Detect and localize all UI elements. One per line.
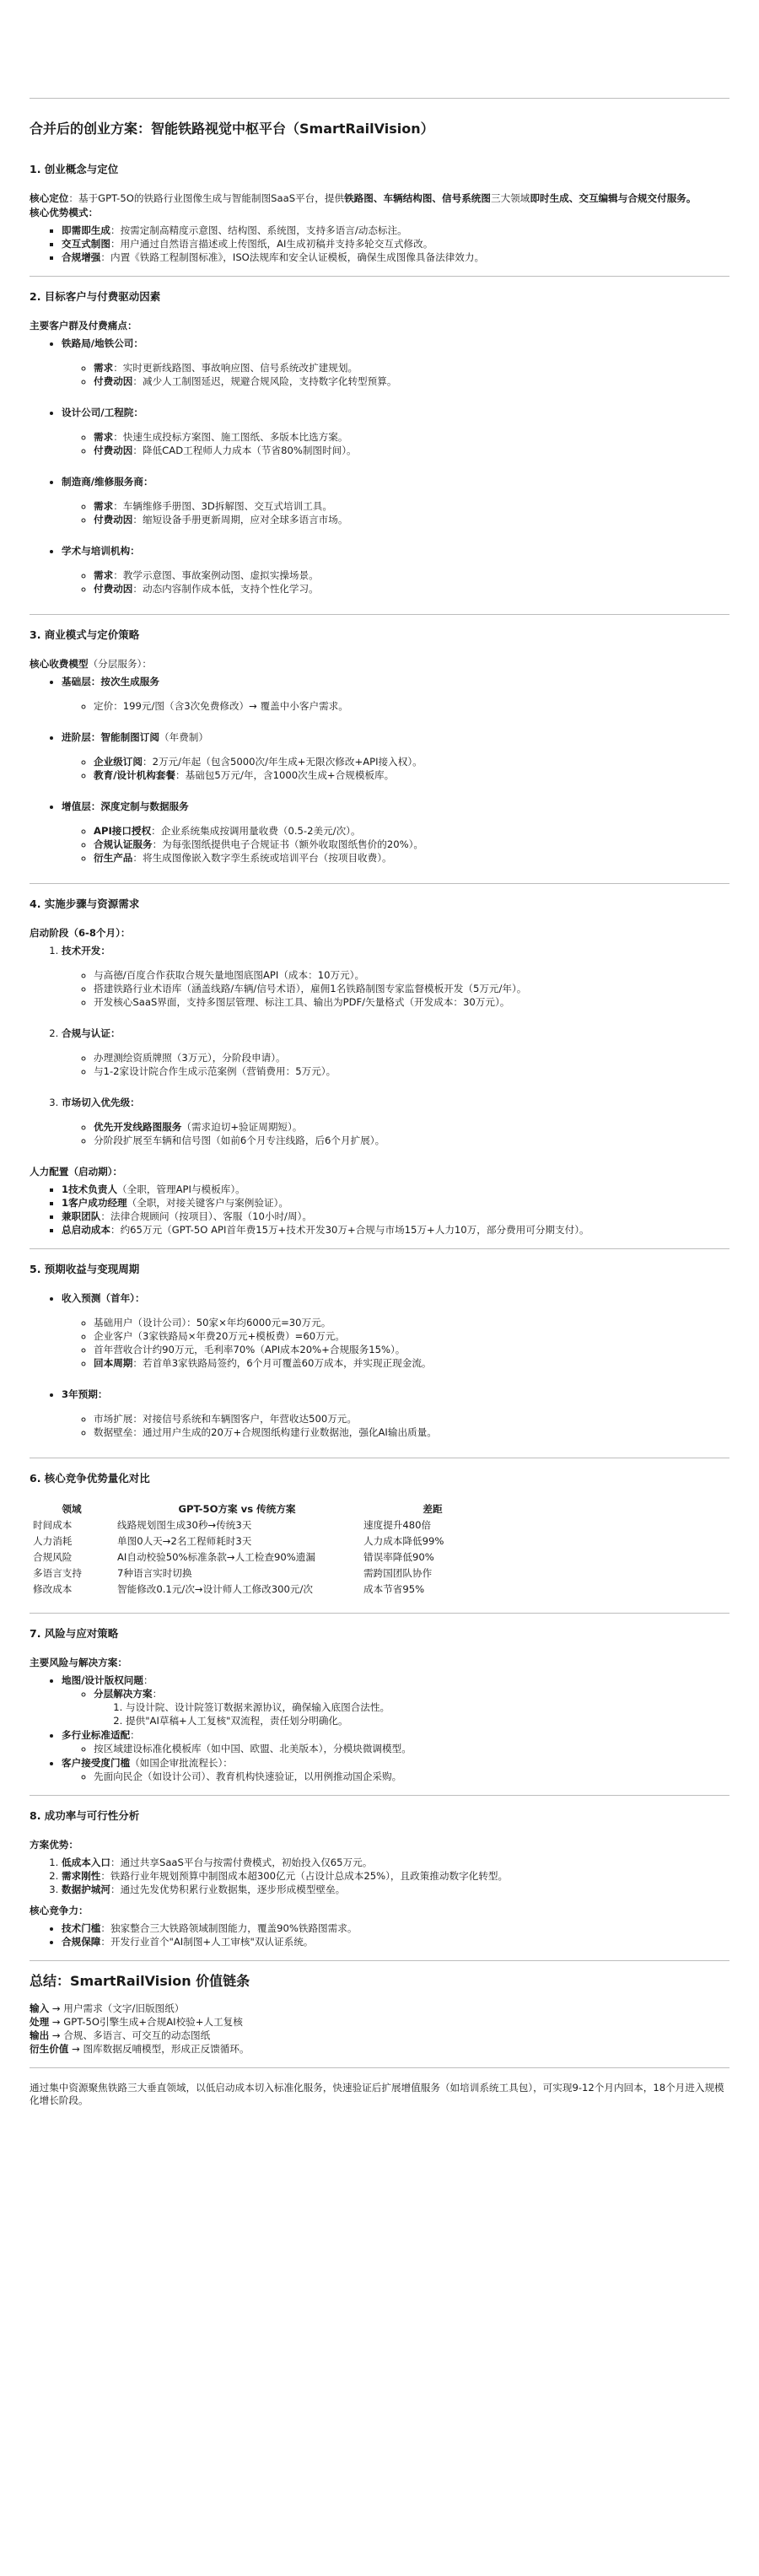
divider [30, 1960, 729, 1961]
list-item: 2. 合规与认证： ◦ 办理测绘资质牌照（3万元），分阶段申请）。 ◦ 与1-2家设计院合作生成示范案例（营销费用：5万元）。 [62, 1027, 729, 1078]
list-item: ▪ 1技术负责人（全职，管理API与模板库）。 [62, 1183, 729, 1196]
advantage-list [30, 1857, 729, 1896]
divider [30, 883, 729, 884]
sub-heading: 核心竞争力： [30, 1905, 89, 1916]
positioning: 核心定位：基于GPT-5O的铁路行业图像生成与智能制图SaaS平台，提供铁路图、车辆结构图、信号系统图三大领域即时生成、交互编辑与合规交付服务。 [30, 192, 697, 204]
list-item: ▪ 总启动成本：约65万元（GPT-5O API首年费15万+技术开发30万+合规与市场15万+人力10万，部分费用可分期支付）。 [62, 1224, 729, 1237]
divider [30, 1795, 729, 1796]
list-item: • 设计公司/工程院： ◦ 需求：快速生成投标方案图、施工图纸、多版本比选方案。 ◦ 付费动因：降低CAD工程师人力成本（节省80%制图时间）。 [62, 407, 729, 457]
section-heading: 4. 实施步骤与资源需求 [30, 897, 140, 910]
pricing-list [30, 676, 729, 865]
table-header: 差距 [423, 1503, 443, 1515]
divider [30, 98, 729, 99]
divider [30, 2067, 729, 2068]
list-item: 2. 需求刚性：铁路行业年规划预算中制图成本超300亿元（占设计总成本25%），且政策推动数字化转型。 [62, 1870, 729, 1883]
list-item: • 铁路局/地铁公司： ◦ 需求：实时更新线路图、事故响应图、信号系统改扩建规划。 ◦ 付费动因：减少人工制图延迟，规避合规风险，支持数字化转型预算。 [62, 337, 729, 388]
document [30, 0, 729, 2107]
section-3 [30, 628, 729, 865]
revenue-list [30, 1292, 729, 1439]
summary [30, 1975, 729, 2056]
divider [30, 1613, 729, 1614]
summary-title: 总结：SmartRailVision 价值链条 [30, 1973, 250, 1989]
section-heading: 8. 成功率与可行性分析 [30, 1809, 140, 1822]
divider [30, 614, 729, 615]
section-heading: 1. 创业概念与定位 [30, 163, 119, 175]
section-5 [30, 1263, 729, 1439]
list-item: • 3年预期： ◦ 市场扩展：对接信号系统和车辆图客户，年营收达500万元。 ◦ 数据壁垒：通过用户生成的20万+合规图纸构建行业数据池，强化AI输出质量。 [62, 1388, 729, 1439]
list-item: • 学术与培训机构： ◦ 需求：教学示意图、事故案例动图、虚拟实操场景。 ◦ 付费动因：动态内容制作成本低，支持个性化学习。 [62, 545, 729, 595]
list-item: 1. 低成本入口：通过共享SaaS平台与按需付费模式，初始投入仅65万元。 [62, 1857, 729, 1869]
list-item: • 合规保障：开发行业首个"AI制图+人工审核"双认证系统。 [62, 1936, 729, 1948]
list-item: 3. 数据护城河：通过先发优势积累行业数据集，逐步形成模型壁垒。 [62, 1883, 729, 1896]
chain-item: 衍生价值 → 图库数据反哺模型，形成正反馈循环。 [30, 2043, 250, 2055]
advantage-list [30, 224, 729, 264]
chain-item: 处理 → GPT-5O引擎生成+合规AI校验+人工复核 [30, 2016, 243, 2028]
value-chain [30, 2002, 729, 2056]
list-item: • 客户接受度门槛（如国企审批流程长）： ◦ 先面向民企（如设计公司）、教育机构快速验证，以用例推动国企采购。 [62, 1757, 729, 1783]
staff-list [30, 1183, 729, 1237]
sub-heading: 方案优势： [30, 1839, 78, 1851]
chain-item: 输入 → 用户需求（文字/旧版图纸） [30, 2002, 185, 2014]
section-6 [30, 1472, 729, 1598]
list-item: • 基础层：按次生成服务 ◦ 定价：199元/图（含3次免费修改）→ 覆盖中小客户需求。 [62, 676, 729, 713]
table-header: 领域 [62, 1503, 82, 1515]
table-row: 人力消耗 单图0人天→2名工程师耗时3天 人力成本降低99% [33, 1535, 444, 1547]
chain-item: 输出 → 合规、多语言、可交互的动态图纸 [30, 2029, 211, 2041]
table-row: 合规风险 AI自动校验50%标准条款→人工检查90%遗漏 错误率降低90% [33, 1551, 434, 1563]
section-7 [30, 1627, 729, 1783]
list-item: ▪ 1客户成功经理（全职，对接关键客户与案例验证）。 [62, 1197, 729, 1210]
list-item: ▪ 交互式制图：用户通过自然语言描述或上传图纸，AI生成初稿并支持多轮交互式修改。 [62, 238, 729, 251]
staff-label: 人力配置（启动期）： [30, 1166, 123, 1178]
list-item: 1. 技术开发： ◦ 与高德/百度合作获取合规矢量地图底图API（成本：10万元）。 ◦ 搭建铁路行业术语库（涵盖线路/车辆/信号术语），雇佣1名铁路制图专家监督模板开发（5万元/年）。 ◦ 开发核心SaaS界面，支持多图层管理、标注工具、输出为PDF/矢量格式（开发成本：30万元）。 [62, 945, 729, 1009]
sub-heading: 主要风险与解决方案： [30, 1657, 127, 1668]
phase-label: 启动阶段（6-8个月）： [30, 927, 131, 939]
sub-heading: 主要客户群及付费痛点： [30, 320, 137, 331]
list-item: • 进阶层：智能制图订阅（年费制） ◦ 企业级订阅：2万元/年起（包含5000次/年生成+无限次修改+API接入权）。 ◦ 教育/设计机构套餐：基础包5万元/年，含1000次生成+合规模板库。 [62, 731, 729, 782]
list-item: • 多行业标准适配： ◦ 按区域建设标准化模板库（如中国、欧盟、北美版本），分模块微调模型。 [62, 1729, 729, 1755]
section-2 [30, 290, 729, 595]
table-header: GPT-5O方案 vs 传统方案 [178, 1503, 296, 1515]
section-heading: 7. 风险与应对策略 [30, 1627, 119, 1640]
page-title: 合并后的创业方案：智能铁路视觉中枢平台（SmartRailVision） [30, 121, 434, 137]
table-row: 时间成本 线路规划图生成30秒→传统3天 速度提升480倍 [33, 1519, 432, 1531]
sub-heading: 核心收费模型（分层服务）： [30, 658, 152, 670]
list-item: ▪ 即需即生成：按需定制高精度示意图、结构图、系统图，支持多语言/动态标注。 [62, 224, 729, 237]
list-item: ▪ 兼职团队：法律合规顾问（按项目）、客服（10小时/周）。 [62, 1210, 729, 1223]
advantage-label: 核心优势模式： [30, 207, 99, 218]
risk-list [30, 1674, 729, 1783]
section-heading: 6. 核心竞争优势量化对比 [30, 1472, 150, 1485]
list-item: • 收入预测（首年）： ◦ 基础用户（设计公司）：50家×年均6000元=30万元。 ◦ 企业客户（3家铁路局×年费20万元+模板费）=60万元。 ◦ 首年营收合计约90万元，毛利率70%（API成本20%+合规服务15%）。 ◦ 回本周期：若首单3家铁路局签约，6个月可覆盖60万成本，并实现正现金流。 [62, 1292, 729, 1370]
section-heading: 2. 目标客户与付费驱动因素 [30, 290, 161, 303]
section-8 [30, 1809, 729, 1948]
table-row: 多语言支持 7种语言实时切换 需跨国团队协作 [33, 1567, 433, 1579]
list-item: • 地图/设计版权问题： ◦ 分层解决方案： 1. 与设计院、设计院签订数据来源协议，确保输入底图合法性。 2. 提供"AI草稿+人工复核"双流程，责任划分明确化。 [62, 1674, 729, 1727]
divider [30, 276, 729, 277]
list-item: • 制造商/维修服务商： ◦ 需求：车辆维修手册图、3D拆解图、交互式培训工具。 ◦ 付费动因：缩短设备手册更新周期，应对全球多语言市场。 [62, 476, 729, 526]
section-4 [30, 897, 729, 1237]
section-heading: 5. 预期收益与变现周期 [30, 1263, 140, 1275]
divider [30, 1248, 729, 1249]
list-item: • 增值层：深度定制与数据服务 ◦ API接口授权：企业系统集成按调用量收费（0.5-2美元/次）。 ◦ 合规认证服务：为每张图纸提供电子合规证书（额外收取图纸售价的20%）。 ◦ 衍生产品：将生成图像嵌入数字孪生系统或培训平台（按项目收费）。 [62, 800, 729, 865]
list-item: • 技术门槛：独家整合三大铁路领域制图能力，覆盖90%铁路图需求。 [62, 1922, 729, 1935]
comparison-table [30, 1501, 505, 1598]
list-item: 3. 市场切入优先级： ◦ 优先开发线路图服务（需求迫切+验证周期短）。 ◦ 分阶段扩展至车辆和信号图（如前6个月专注线路，后6个月扩展）。 [62, 1097, 729, 1147]
list-item: ▪ 合规增强：内置《铁路工程制图标准》，ISO法规库和安全认证模板，确保生成图像具备法律效力。 [62, 251, 729, 264]
steps-list [30, 945, 729, 1147]
section-1 [30, 163, 729, 264]
closing-paragraph: 通过集中资源聚焦铁路三大垂直领域，以低启动成本切入标准化服务，快速验证后扩展增值服务（如培训系统工具包），可实现9-12个月内回本，18个月进入规模化增长阶段。 [30, 2082, 724, 2106]
section-heading: 3. 商业模式与定价策略 [30, 628, 140, 641]
customer-list [30, 337, 729, 595]
table-row: 修改成本 智能修改0.1元/次→设计师人工修改300元/次 成本节省95% [33, 1583, 425, 1595]
core-list [30, 1922, 729, 1948]
